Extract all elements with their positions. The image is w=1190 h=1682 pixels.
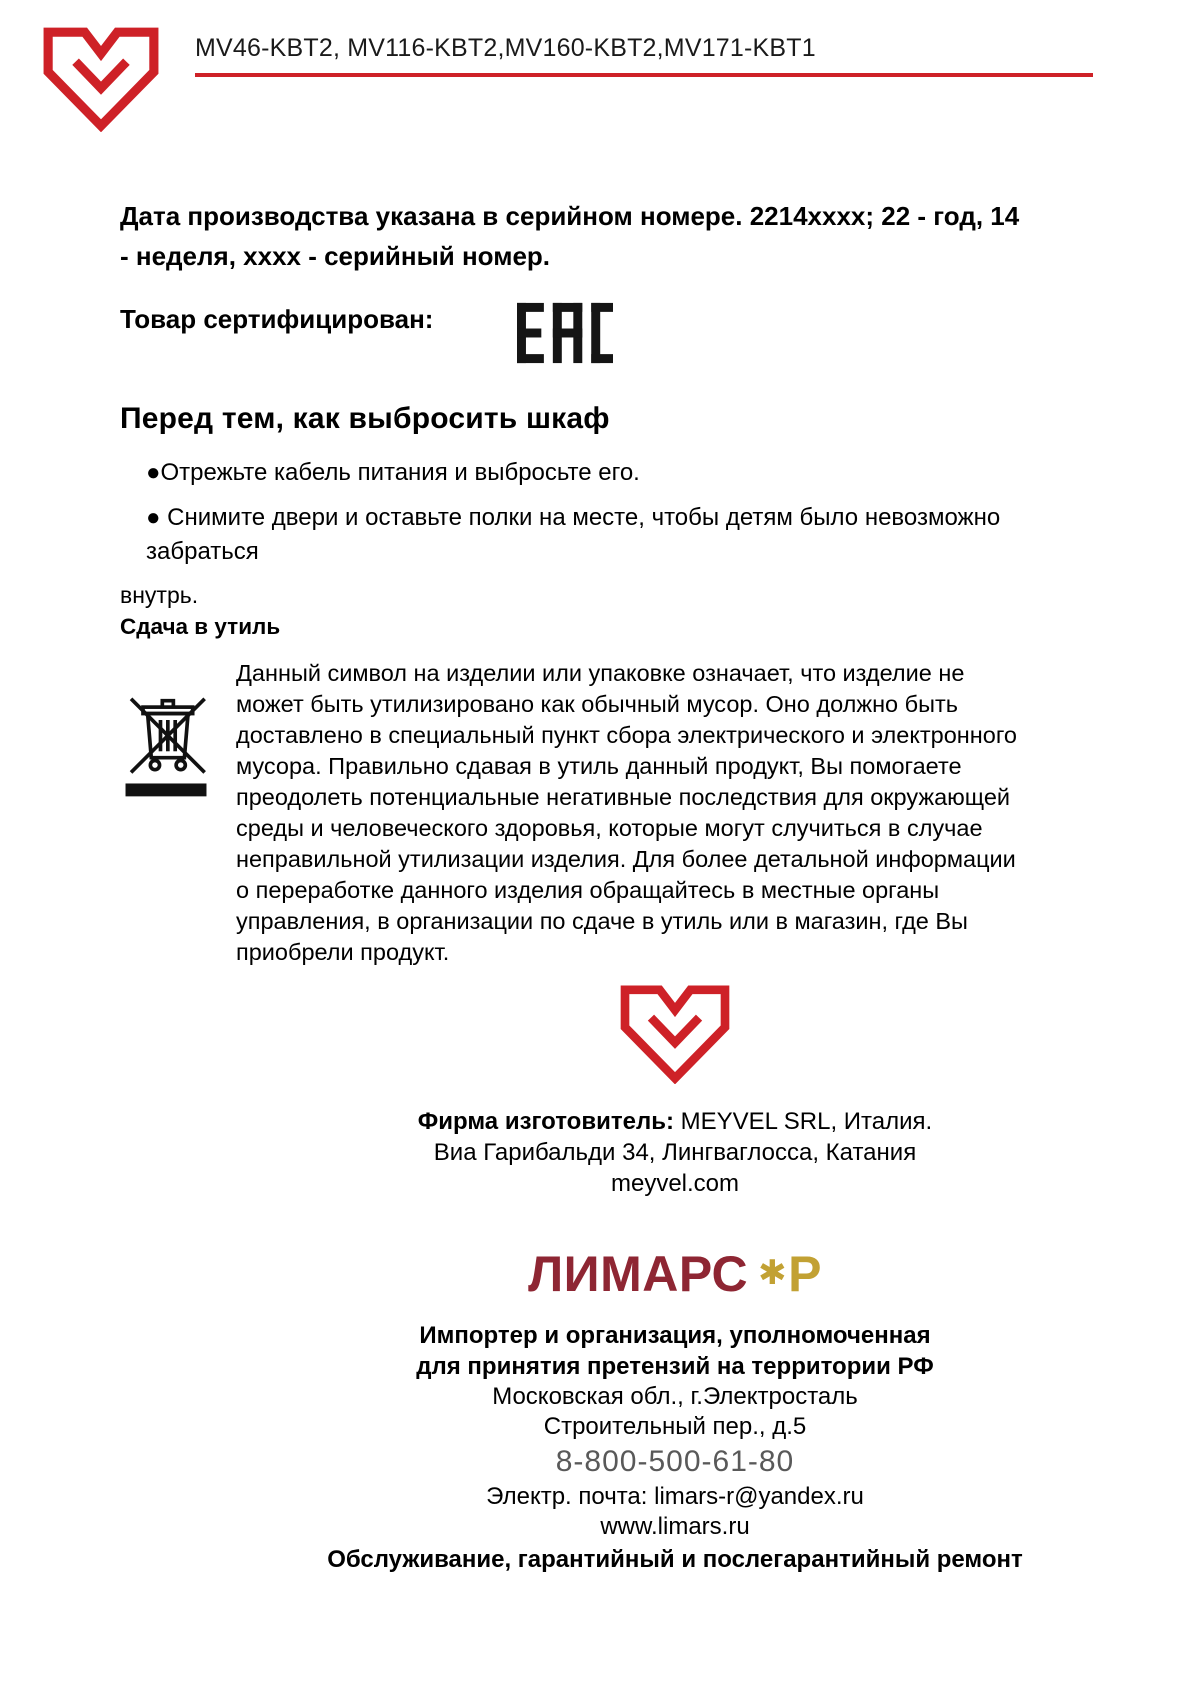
meyvel-logo-icon	[616, 984, 734, 1084]
importer-role-line: Импортер и организация, уполномоченная	[419, 1322, 931, 1349]
limars-star-icon: ✱	[758, 1254, 788, 1292]
disposal-list	[146, 456, 1090, 569]
production-date-note: Дата производства указана в серийном номере. 2214xxxx; 22 - год, 14 - неделя, xxxx - серийный номер.	[120, 201, 1020, 271]
weee-bin-icon	[120, 680, 212, 806]
footer-block	[195, 984, 1155, 1576]
manufacturer-website: meyvel.com	[610, 1170, 740, 1197]
meyvel-logo-icon	[40, 26, 162, 132]
manufacturer-block	[195, 1106, 1155, 1199]
importer-role-line: для принятия претензий на территории РФ	[416, 1353, 934, 1380]
limars-logo	[195, 1245, 1155, 1302]
service-note: Обслуживание, гарантийный и послегарантийный ремонт	[327, 1546, 1023, 1573]
importer-address-line: Строительный пер., д.5	[543, 1413, 807, 1440]
limars-wordmark: ЛИМАРС	[528, 1246, 749, 1302]
recycling-title: Сдача в утиль	[120, 614, 281, 639]
email-line: Электр. почта: limars-r@yandex.ru	[486, 1483, 864, 1510]
disposal-heading: Перед тем, как выбросить шкаф	[120, 402, 610, 435]
importer-address-line: Московская обл., г.Электросталь	[492, 1383, 858, 1410]
manufacturer-label: Фирма изготовитель:	[417, 1108, 674, 1135]
phone-number: 8-800-500-61-80	[555, 1445, 795, 1478]
eac-mark-icon	[517, 290, 613, 376]
list-item: ●Отрежьте кабель питания и выбросьте его.	[146, 459, 640, 486]
recycling-section	[120, 658, 1090, 968]
manufacturer-address: Виа Гарибальди 34, Лингваглосса, Катания	[433, 1139, 917, 1166]
certified-label: Товар сертифицирован:	[120, 304, 434, 334]
limars-letter-r: Р	[788, 1246, 822, 1302]
manufacturer-line	[195, 1106, 1155, 1137]
page-body	[0, 196, 1190, 1576]
page-header	[0, 0, 1190, 152]
list-item: ● Снимите двери и оставьте полки на месте, чтобы детям было невозможно забраться	[146, 504, 1001, 565]
certification-row	[120, 288, 1090, 376]
recycling-text: Данный символ на изделии или упаковке означает, что изделие не может быть утилизировано как обычный мусор. Оно должно быть доставлено в специальный пункт сбора электрического и электронного мусора. Правильно сдавая в утиль данный продукт, Вы помогаете преодолеть потенциальные негативные последствия для окружающей среды и человеческого здоровья, которые могут случиться в случае неправильной утилизации изделия. Для более детальной информации о переработке данного изделия обращайтесь в местные органы управления, в организации по сдаче в утиль или в магазин, где Вы приобрели продукт.	[236, 660, 1017, 965]
list-item-continuation: внутрь.	[120, 582, 199, 608]
website-line: www.limars.ru	[600, 1513, 750, 1540]
manufacturer-name: MEYVEL SRL, Италия.	[680, 1108, 933, 1135]
model-numbers: MV46-KBT2, MV116-KBT2,MV160-KBT2,MV171-KBT1	[195, 34, 1093, 77]
